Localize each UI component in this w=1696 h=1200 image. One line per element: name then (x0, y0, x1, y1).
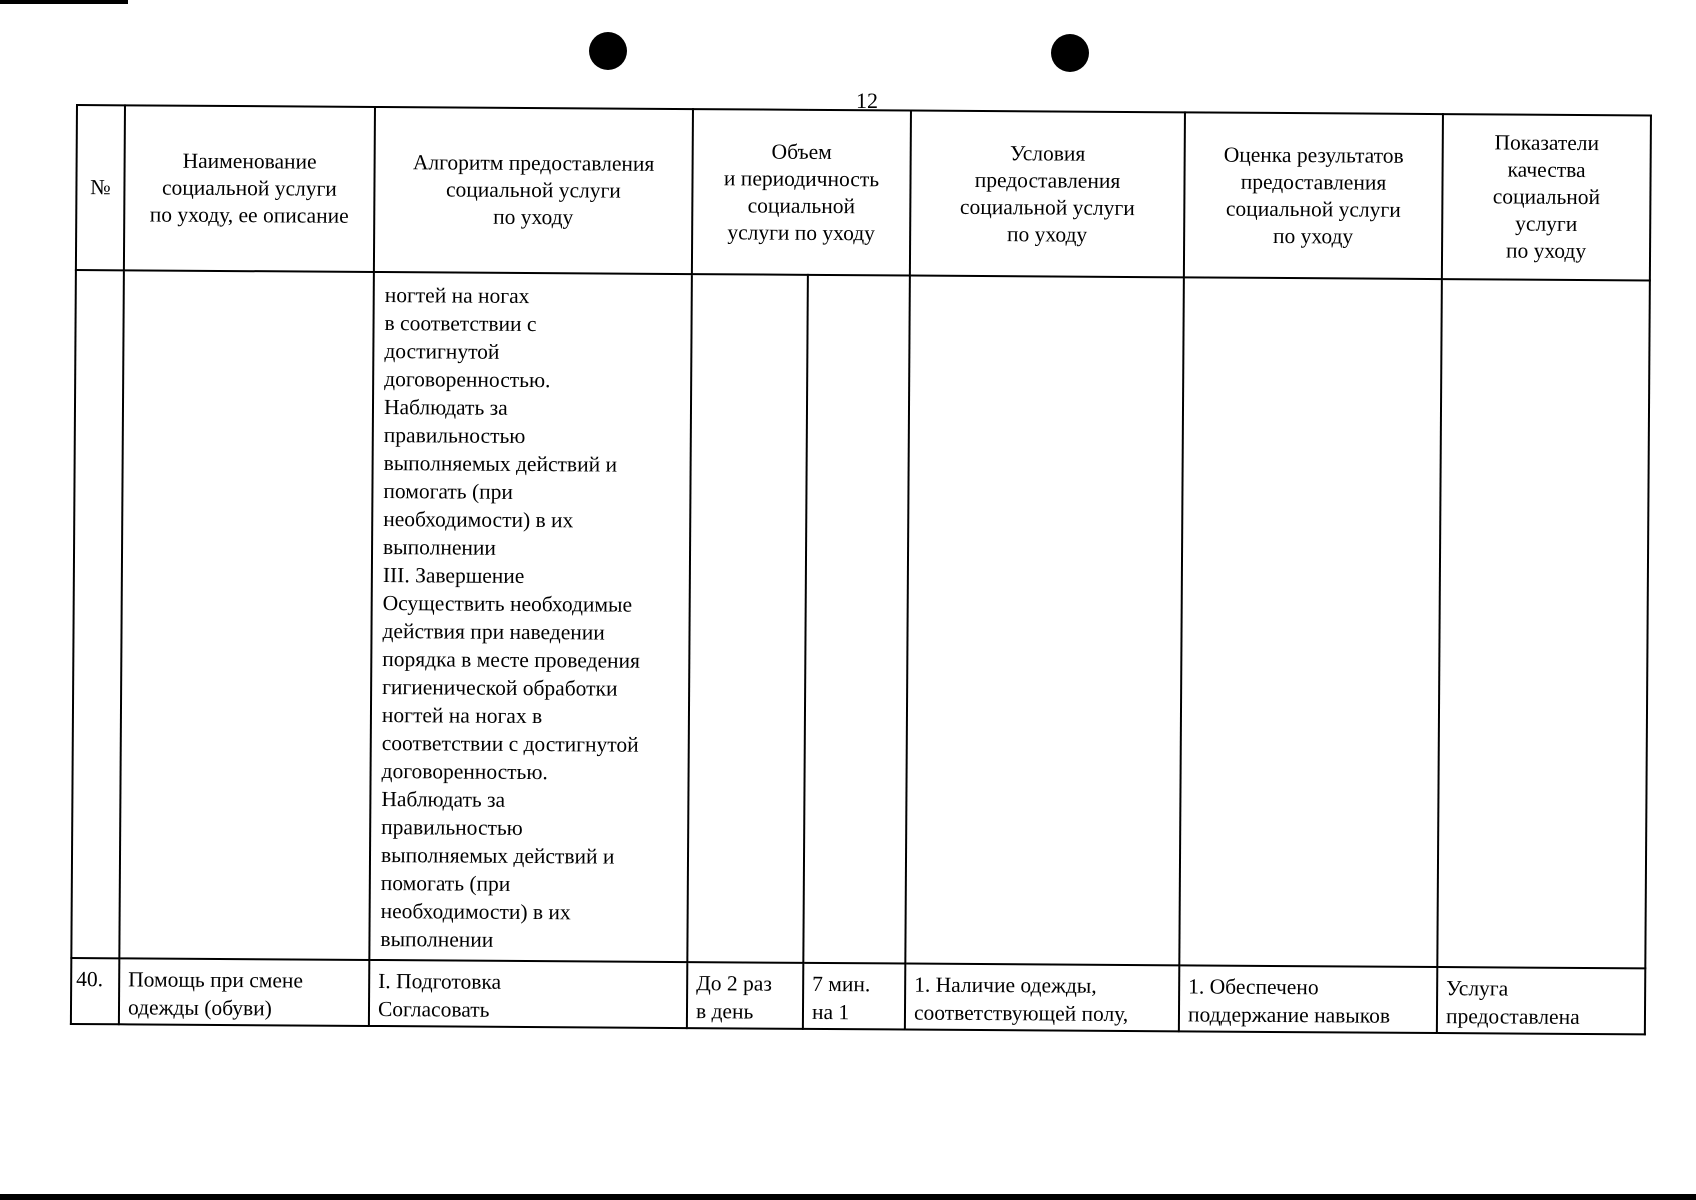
continuation-row (71, 270, 1650, 968)
cell-empty-name (119, 270, 374, 960)
table-row-40 (71, 958, 1645, 1034)
cell-empty-quality (1437, 279, 1650, 968)
header-name: Наименование социальной услуги по уходу, ее описание (124, 105, 375, 272)
row-40-conditions: 1. Наличие одежды, соответствующей полу, (905, 964, 1179, 1032)
punch-hole-right (1051, 34, 1089, 72)
service-table-wrapper (70, 104, 1650, 1035)
header-volume: Объем и периодичность социальной услуги по уходу (692, 109, 911, 275)
header-algorithm: Алгоритм предоставления социальной услуги по уходу (374, 107, 693, 274)
cell-empty-conditions (905, 276, 1184, 966)
page-number: 12 (856, 88, 878, 113)
service-table (70, 104, 1652, 1035)
cell-empty-duration (803, 275, 910, 964)
header-conditions: Условия предоставления социальной услуги по уходу (910, 111, 1185, 278)
row-40-algorithm: I. Подготовка Согласовать (369, 960, 687, 1028)
header-num: № (76, 105, 125, 270)
header-row (76, 105, 1651, 280)
header-evaluation: Оценка результатов предоставления социальной услуги по уходу (1184, 112, 1443, 279)
scan-bottom-edge (0, 1194, 1696, 1200)
cell-empty-num (71, 270, 124, 958)
algorithm-continuation-text: ногтей на ногах в соответствии с достигнутой договоренностью. Наблюдать за правильностью выполняемых действий и помогать (при необходимости) в их выполнении III. Завершение Осуществить необходимые действия при наведении порядка в месте проведения гигиенической обработки ногтей на ногах в соответствии с достигнутой договоренностью. Наблюдать за правильностью выполняемых действий и помогать (при необходимости) в их выполнении (380, 283, 641, 952)
cell-empty-frequency (687, 274, 808, 963)
row-40-evaluation: 1. Обеспечено поддержание навыков (1179, 965, 1437, 1033)
cell-empty-evaluation (1179, 277, 1442, 967)
cell-algorithm-continuation (369, 272, 692, 962)
punch-hole-left (589, 32, 627, 70)
row-40-frequency: До 2 раз в день (687, 962, 803, 1029)
row-40-quality: Услуга предоставлена (1437, 967, 1645, 1034)
scan-edge-mark (0, 0, 128, 4)
row-40-number: 40. (71, 958, 119, 1024)
row-40-duration: 7 мин. на 1 (803, 963, 905, 1030)
row-40-name: Помощь при смене одежды (обуви) (119, 958, 369, 1026)
header-quality: Показатели качества социальной услуги по уходу (1442, 114, 1651, 280)
